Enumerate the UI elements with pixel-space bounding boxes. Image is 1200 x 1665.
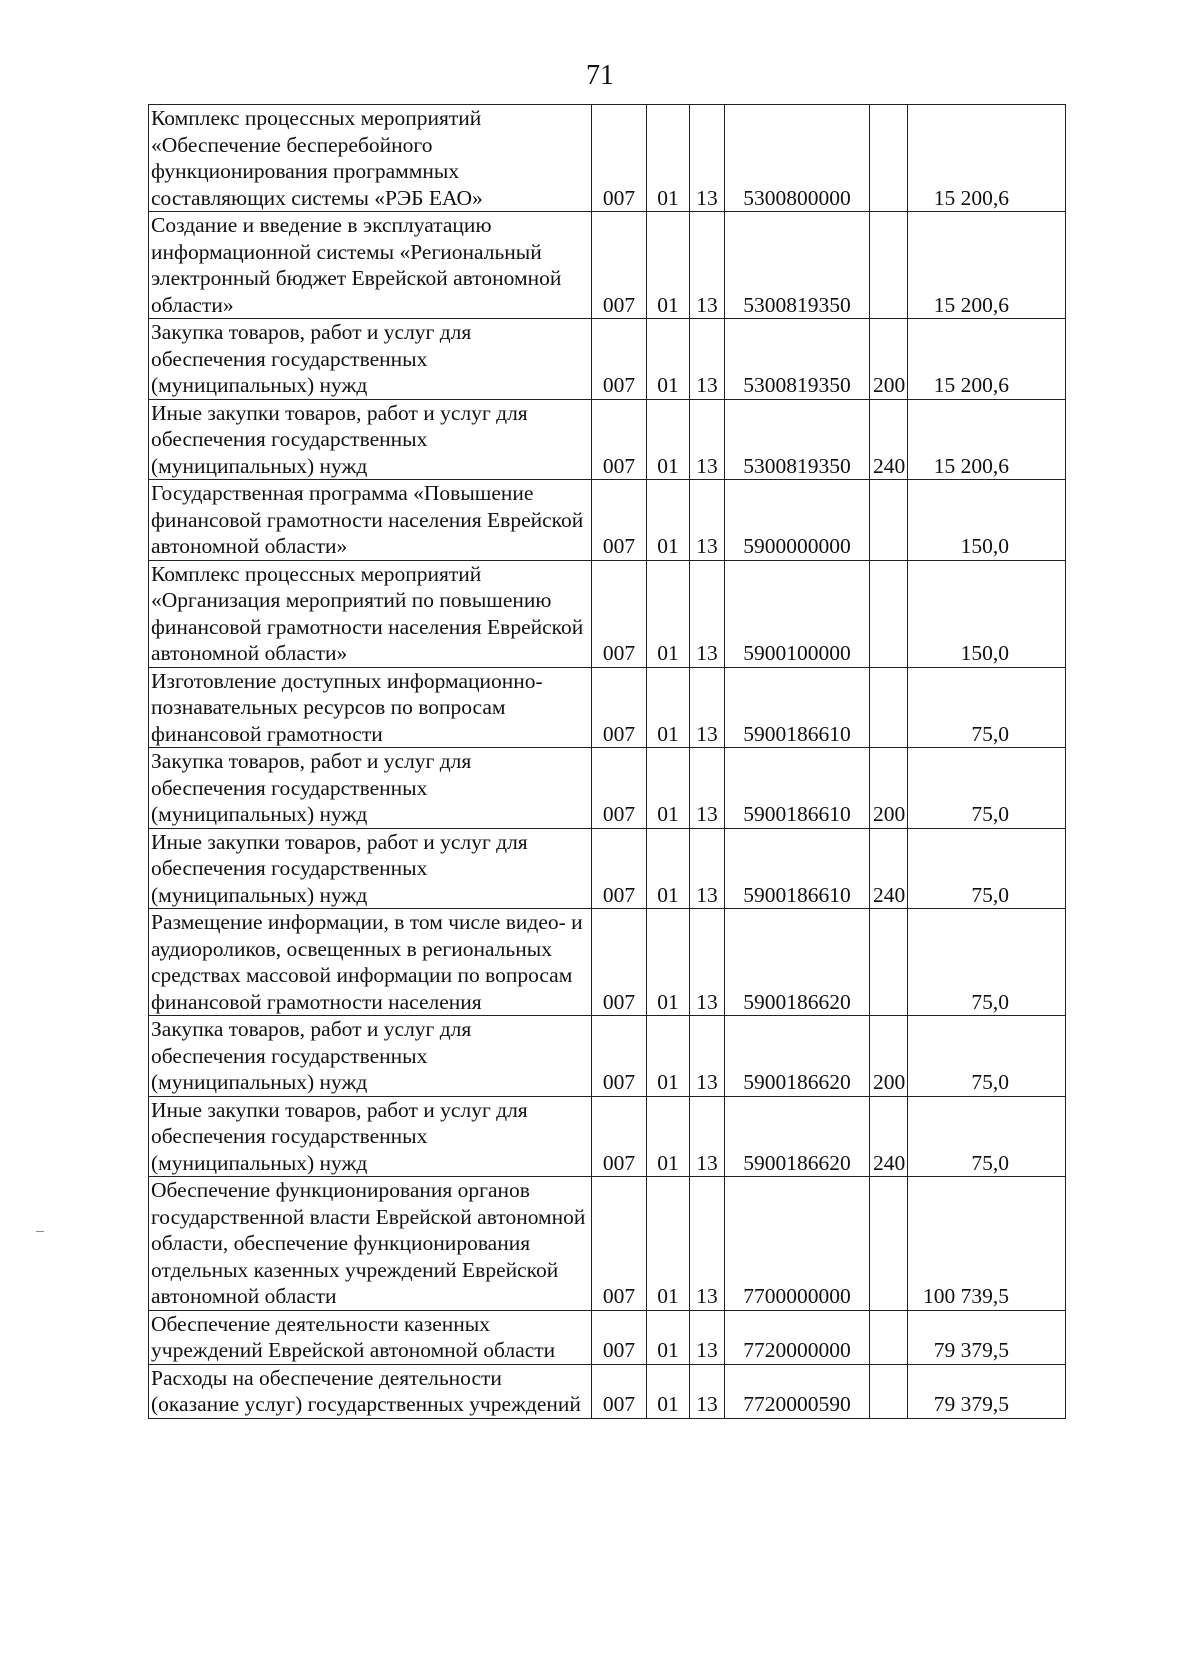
- amount-value: 75,0: [908, 748, 1066, 829]
- target-code: 5900186620: [725, 1096, 870, 1177]
- subsection-code: 13: [690, 105, 725, 212]
- ministry-code: 007: [592, 212, 647, 319]
- target-code: 5900100000: [725, 560, 870, 667]
- target-code: 5900186610: [725, 748, 870, 829]
- table-row: [149, 1364, 1066, 1418]
- section-code: 01: [647, 480, 690, 561]
- target-code: 5300819350: [725, 399, 870, 480]
- ministry-code: 007: [592, 909, 647, 1016]
- subsection-code: 13: [690, 1177, 725, 1311]
- section-code: 01: [647, 828, 690, 909]
- expense-type-code: [870, 560, 908, 667]
- table-row: [149, 828, 1066, 909]
- expense-type-code: [870, 105, 908, 212]
- section-code: 01: [647, 1016, 690, 1097]
- table-row: [149, 748, 1066, 829]
- subsection-code: 13: [690, 1096, 725, 1177]
- target-code: 5900186620: [725, 1016, 870, 1097]
- subsection-code: 13: [690, 319, 725, 400]
- ministry-code: 007: [592, 1096, 647, 1177]
- section-code: 01: [647, 1310, 690, 1364]
- section-code: 01: [647, 1364, 690, 1418]
- table-row: [149, 480, 1066, 561]
- table-row: [149, 319, 1066, 400]
- budget-table: [148, 104, 1066, 1419]
- scan-mark: [36, 1231, 44, 1232]
- target-code: 5900000000: [725, 480, 870, 561]
- ministry-code: 007: [592, 748, 647, 829]
- expense-type-code: [870, 212, 908, 319]
- subsection-code: 13: [690, 560, 725, 667]
- subsection-code: 13: [690, 399, 725, 480]
- row-name: Комплекс процессных мероприятий «Организация мероприятий по повышению финансовой грамотности населения Еврейской автономной области»: [149, 560, 592, 667]
- subsection-code: 13: [690, 667, 725, 748]
- target-code: 5300800000: [725, 105, 870, 212]
- row-name: Иные закупки товаров, работ и услуг для обеспечения государственных (муниципальных) нужд: [149, 399, 592, 480]
- section-code: 01: [647, 560, 690, 667]
- ministry-code: 007: [592, 1310, 647, 1364]
- subsection-code: 13: [690, 480, 725, 561]
- amount-value: 75,0: [908, 1016, 1066, 1097]
- row-name: Закупка товаров, работ и услуг для обеспечения государственных (муниципальных) нужд: [149, 748, 592, 829]
- ministry-code: 007: [592, 399, 647, 480]
- row-name: Изготовление доступных информационно-познавательных ресурсов по вопросам финансовой грамотности: [149, 667, 592, 748]
- expense-type-code: 240: [870, 828, 908, 909]
- ministry-code: 007: [592, 560, 647, 667]
- amount-value: 15 200,6: [908, 319, 1066, 400]
- row-name: Создание и введение в эксплуатацию информационной системы «Региональный электронный бюджет Еврейской автономной области»: [149, 212, 592, 319]
- table-body: [149, 105, 1066, 1419]
- row-name: Обеспечение функционирования органов государственной власти Еврейской автономной области, обеспечение функционирования отдельных казенных учреждений Еврейской автономной области: [149, 1177, 592, 1311]
- expense-type-code: 200: [870, 748, 908, 829]
- table-row: [149, 105, 1066, 212]
- expense-type-code: 240: [870, 399, 908, 480]
- amount-value: 75,0: [908, 667, 1066, 748]
- subsection-code: 13: [690, 1364, 725, 1418]
- row-name: Размещение информации, в том числе видео- и аудиороликов, освещенных в региональных средствах массовой информации по вопросам финансовой грамотности населения: [149, 909, 592, 1016]
- ministry-code: 007: [592, 1364, 647, 1418]
- expense-type-code: 200: [870, 319, 908, 400]
- expense-type-code: [870, 667, 908, 748]
- target-code: 5900186610: [725, 667, 870, 748]
- amount-value: 79 379,5: [908, 1310, 1066, 1364]
- expense-type-code: [870, 1364, 908, 1418]
- subsection-code: 13: [690, 828, 725, 909]
- page-number: 71: [586, 60, 614, 91]
- amount-value: 75,0: [908, 1096, 1066, 1177]
- target-code: 5300819350: [725, 319, 870, 400]
- section-code: 01: [647, 667, 690, 748]
- row-name: Иные закупки товаров, работ и услуг для обеспечения государственных (муниципальных) нужд: [149, 828, 592, 909]
- section-code: 01: [647, 909, 690, 1016]
- amount-value: 150,0: [908, 480, 1066, 561]
- amount-value: 15 200,6: [908, 212, 1066, 319]
- expense-type-code: [870, 480, 908, 561]
- table-row: [149, 1016, 1066, 1097]
- amount-value: 75,0: [908, 828, 1066, 909]
- amount-value: 15 200,6: [908, 399, 1066, 480]
- table-row: [149, 1096, 1066, 1177]
- table-row: [149, 909, 1066, 1016]
- ministry-code: 007: [592, 105, 647, 212]
- table-row: [149, 1177, 1066, 1311]
- section-code: 01: [647, 212, 690, 319]
- section-code: 01: [647, 1177, 690, 1311]
- row-name: Комплекс процессных мероприятий «Обеспечение бесперебойного функционирования программных составляющих системы «РЭБ ЕАО»: [149, 105, 592, 212]
- ministry-code: 007: [592, 480, 647, 561]
- row-name: Расходы на обеспечение деятельности (оказание услуг) государственных учреждений: [149, 1364, 592, 1418]
- row-name: Закупка товаров, работ и услуг для обеспечения государственных (муниципальных) нужд: [149, 319, 592, 400]
- section-code: 01: [647, 105, 690, 212]
- subsection-code: 13: [690, 212, 725, 319]
- subsection-code: 13: [690, 1016, 725, 1097]
- target-code: 5300819350: [725, 212, 870, 319]
- subsection-code: 13: [690, 1310, 725, 1364]
- row-name: Закупка товаров, работ и услуг для обеспечения государственных (муниципальных) нужд: [149, 1016, 592, 1097]
- section-code: 01: [647, 399, 690, 480]
- table-row: [149, 212, 1066, 319]
- ministry-code: 007: [592, 1177, 647, 1311]
- section-code: 01: [647, 319, 690, 400]
- row-name: Государственная программа «Повышение финансовой грамотности населения Еврейской автономной области»: [149, 480, 592, 561]
- table-row: [149, 667, 1066, 748]
- subsection-code: 13: [690, 748, 725, 829]
- ministry-code: 007: [592, 1016, 647, 1097]
- table-row: [149, 560, 1066, 667]
- ministry-code: 007: [592, 319, 647, 400]
- target-code: 5900186610: [725, 828, 870, 909]
- subsection-code: 13: [690, 909, 725, 1016]
- row-name: Иные закупки товаров, работ и услуг для обеспечения государственных (муниципальных) нужд: [149, 1096, 592, 1177]
- section-code: 01: [647, 748, 690, 829]
- ministry-code: 007: [592, 828, 647, 909]
- amount-value: 79 379,5: [908, 1364, 1066, 1418]
- expense-type-code: [870, 1310, 908, 1364]
- expense-type-code: [870, 1177, 908, 1311]
- section-code: 01: [647, 1096, 690, 1177]
- amount-value: 15 200,6: [908, 105, 1066, 212]
- target-code: 7720000000: [725, 1310, 870, 1364]
- amount-value: 100 739,5: [908, 1177, 1066, 1311]
- amount-value: 150,0: [908, 560, 1066, 667]
- amount-value: 75,0: [908, 909, 1066, 1016]
- table-row: [149, 1310, 1066, 1364]
- row-name: Обеспечение деятельности казенных учреждений Еврейской автономной области: [149, 1310, 592, 1364]
- expense-type-code: 200: [870, 1016, 908, 1097]
- expense-type-code: [870, 909, 908, 1016]
- target-code: 7700000000: [725, 1177, 870, 1311]
- ministry-code: 007: [592, 667, 647, 748]
- expense-type-code: 240: [870, 1096, 908, 1177]
- target-code: 7720000590: [725, 1364, 870, 1418]
- target-code: 5900186620: [725, 909, 870, 1016]
- table-row: [149, 399, 1066, 480]
